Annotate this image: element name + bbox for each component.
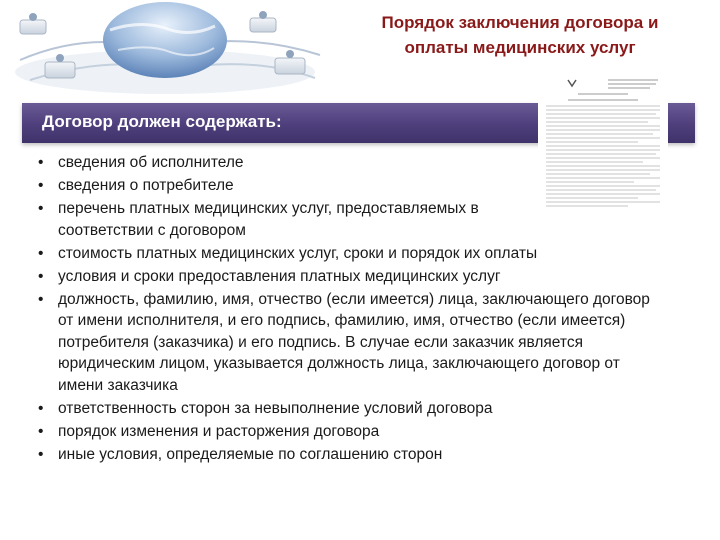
contract-requirements-list [38, 152, 698, 467]
bullet-icon: • [38, 154, 44, 171]
list-item-text: порядок изменения и расторжения договора [58, 422, 380, 440]
list-item-text: перечень платных медицинских услуг, предоставляемых в соответствии с договором [58, 200, 479, 239]
list-item [38, 175, 698, 197]
list-item-text: стоимость платных медицинских услуг, сроки и порядок их оплаты [58, 244, 538, 262]
list-item-text: сведения о потребителе [58, 177, 234, 194]
banner-label: Договор должен содержать: [42, 112, 282, 131]
bullet-icon: • [38, 200, 44, 217]
list-item [38, 198, 498, 241]
bullet-icon: • [38, 177, 44, 194]
list-item [38, 266, 698, 288]
list-item [38, 398, 698, 420]
list-item [38, 152, 698, 174]
page-title-line-1: Порядок заключения договора и [381, 13, 659, 32]
bullet-icon: • [38, 290, 44, 308]
list-item-text: сведения об исполнителе [58, 154, 244, 171]
list-item [38, 243, 698, 265]
page-title [335, 10, 705, 60]
bullet-icon: • [38, 244, 44, 262]
list-item-text: должность, фамилию, имя, отчество (если имеется) лица, заключающего договор от имени исполнителя, и его подпись, фамилию, имя, отчество (если имеется) потребителя (заказчика) и его подпись. В случае если заказчик является юридическим лицом, указывается должность лица, заключающего договор от имени заказчика [58, 290, 650, 394]
bullet-icon: • [38, 445, 44, 463]
list-item-text: иные условия, определяемые по соглашению сторон [58, 445, 443, 463]
bullet-icon: • [38, 399, 44, 417]
bullet-icon: • [38, 267, 44, 285]
list-item [38, 289, 658, 397]
page-title-line-2: оплаты медицинских услуг [404, 38, 636, 57]
list-item [38, 444, 698, 466]
globe-network-illustration [0, 0, 330, 95]
list-item-text: ответственность сторон за невыполнение условий договора [58, 399, 493, 417]
bullet-icon: • [38, 422, 44, 440]
list-item-text: условия и сроки предоставления платных медицинских услуг [58, 267, 501, 285]
list-item [38, 421, 698, 443]
